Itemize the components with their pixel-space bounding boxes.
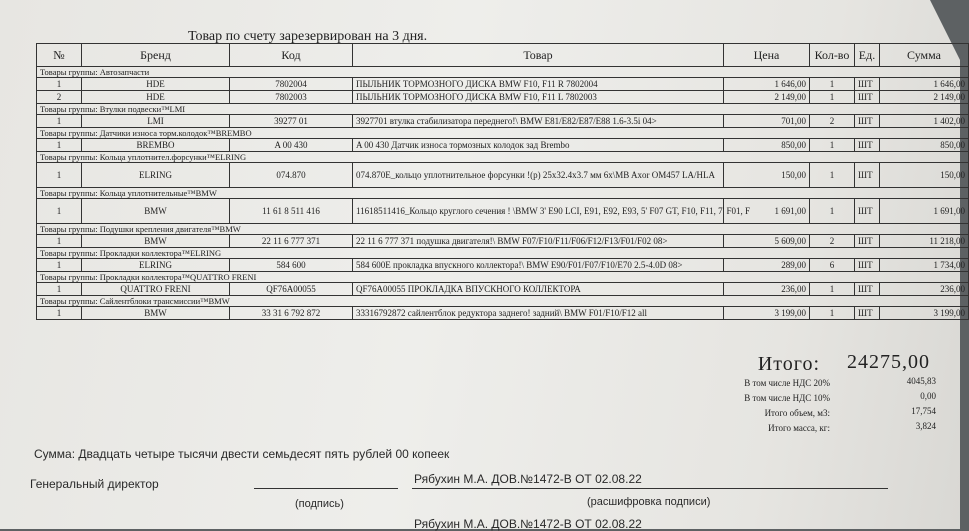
table-row xyxy=(37,307,969,320)
cell-brand: HDE xyxy=(82,78,230,91)
cell-num: 1 xyxy=(37,78,82,91)
signer-name-2: Рябухин М.А. ДОВ.№1472-В ОТ 02.08.22 xyxy=(414,517,642,531)
cell-num: 1 xyxy=(37,163,82,188)
cell-num: 1 xyxy=(37,259,82,272)
reservation-title: Товар по счету зарезервирован на 3 дня. xyxy=(188,29,428,44)
cell-code: 074.870 xyxy=(230,163,353,188)
cell-code: 39277 01 xyxy=(230,115,353,128)
volume-value: 17,754 xyxy=(911,406,936,416)
cell-product: 3927701 втулка стабилизатора переднего!\ BMW E81/E82/E87/E88 1.6-3.5i 04> xyxy=(353,115,724,128)
cell-qty: 1 xyxy=(810,78,855,91)
group-row xyxy=(37,248,969,259)
cell-code: 7802003 xyxy=(230,91,353,104)
cell-code: 11 61 8 511 416 xyxy=(230,199,353,224)
cell-num: 1 xyxy=(37,235,82,248)
cell-unit: ШТ xyxy=(855,235,880,248)
group-row xyxy=(37,296,969,307)
cell-num: 1 xyxy=(37,115,82,128)
group-row xyxy=(37,67,969,78)
cell-price: 2 149,00 xyxy=(724,91,810,104)
table-row xyxy=(37,259,969,272)
cell-unit: ШТ xyxy=(855,283,880,296)
cell-price: 5 609,00 xyxy=(724,235,810,248)
cell-unit: ШТ xyxy=(855,199,880,224)
cell-product: 584 600E прокладка впускного коллектора!\ BMW E90/F01/F07/F10/E70 2.5-4.0D 08> xyxy=(353,259,724,272)
cell-num: 1 xyxy=(37,307,82,320)
cell-price: 150,00 xyxy=(724,163,810,188)
cell-sum: 1 646,00 xyxy=(880,78,969,91)
cell-sum: 11 218,00 xyxy=(880,235,969,248)
group-label: Товары группы: Датчики износа торм.колодок™BREMBO xyxy=(37,128,969,139)
cell-price: 1 691,00 xyxy=(724,199,810,224)
table-row xyxy=(37,163,969,188)
cell-unit: ШТ xyxy=(855,139,880,152)
table-row xyxy=(37,283,969,296)
decode-line xyxy=(412,488,888,489)
group-row xyxy=(37,104,969,115)
col-unit: Ед. xyxy=(855,44,880,67)
cell-price: 236,00 xyxy=(724,283,810,296)
col-price: Цена xyxy=(724,44,810,67)
cell-code: 584 600 xyxy=(230,259,353,272)
cell-product: 22 11 6 777 371 подушка двигателя!\ BMW F07/F10/F11/F06/F12/F13/F01/F02 08> xyxy=(353,235,724,248)
cell-code: A 00 430 xyxy=(230,139,353,152)
signature-line xyxy=(254,488,398,489)
cell-sum: 236,00 xyxy=(880,283,969,296)
cell-qty: 2 xyxy=(810,235,855,248)
cell-brand: HDE xyxy=(82,91,230,104)
decode-caption: (расшифровка подписи) xyxy=(587,496,711,508)
group-row xyxy=(37,188,969,199)
volume-label: Итого объем, м3: xyxy=(764,408,830,418)
group-label: Товары группы: Автозапчасти xyxy=(37,67,969,78)
cell-unit: ШТ xyxy=(855,259,880,272)
mass-value: 3,824 xyxy=(915,421,936,431)
cell-price: 3 199,00 xyxy=(724,307,810,320)
group-row xyxy=(37,152,969,163)
cell-brand: BMW xyxy=(82,307,230,320)
cell-brand: QUATTRO FRENI xyxy=(82,283,230,296)
cell-qty: 1 xyxy=(810,163,855,188)
cell-product: A 00 430 Датчик износа тормозных колодок зад Brembo xyxy=(353,139,724,152)
table-row xyxy=(37,115,969,128)
table-row xyxy=(37,91,969,104)
cell-brand: ELRING xyxy=(82,259,230,272)
cell-num: 1 xyxy=(37,139,82,152)
cell-brand: BMW xyxy=(82,235,230,248)
col-sum: Сумма xyxy=(880,44,969,67)
col-code: Код xyxy=(230,44,353,67)
cell-product: 33316792872 сайлентблок редуктора заднего! задний\ BMW F01/F10/F12 all xyxy=(353,307,724,320)
cell-num: 1 xyxy=(37,199,82,224)
cell-brand: LMI xyxy=(82,115,230,128)
group-label: Товары группы: Сайлентблоки трансмиссии™BMW xyxy=(37,296,969,307)
group-label: Товары группы: Подушки крепления двигателя™BMW xyxy=(37,224,969,235)
cell-qty: 1 xyxy=(810,199,855,224)
cell-qty: 1 xyxy=(810,139,855,152)
cell-price: 1 646,00 xyxy=(724,78,810,91)
cell-num: 1 xyxy=(37,283,82,296)
cell-price: 701,00 xyxy=(724,115,810,128)
cell-price: 289,00 xyxy=(724,259,810,272)
signer-name: Рябухин М.А. ДОВ.№1472-В ОТ 02.08.22 xyxy=(414,472,642,486)
cell-sum: 1 734,00 xyxy=(880,259,969,272)
vat10-value: 0,00 xyxy=(920,391,936,401)
cell-unit: ШТ xyxy=(855,78,880,91)
cell-unit: ШТ xyxy=(855,163,880,188)
table-row xyxy=(37,235,969,248)
cell-sum: 2 149,00 xyxy=(880,91,969,104)
table-body xyxy=(37,67,969,320)
vat10-label: В том числе НДС 10% xyxy=(744,393,830,403)
cell-unit: ШТ xyxy=(855,115,880,128)
cell-sum: 1 402,00 xyxy=(880,115,969,128)
group-label: Товары группы: Прокладки коллектора™ELRING xyxy=(37,248,969,259)
director-label: Генеральный директор xyxy=(30,477,159,491)
cell-sum: 850,00 xyxy=(880,139,969,152)
vat20-label: В том числе НДС 20% xyxy=(744,378,830,388)
group-label: Товары группы: Втулки подвески™LMI xyxy=(37,104,969,115)
table-row xyxy=(37,139,969,152)
cell-code: 22 11 6 777 371 xyxy=(230,235,353,248)
mass-label: Итого масса, кг: xyxy=(768,423,830,433)
total-label: Итого: xyxy=(757,353,820,375)
table-header-row xyxy=(37,44,969,67)
cell-unit: ШТ xyxy=(855,307,880,320)
total-value: 24275,00 xyxy=(847,351,930,373)
cell-unit: ШТ xyxy=(855,91,880,104)
group-row xyxy=(37,128,969,139)
group-row xyxy=(37,272,969,283)
table-row xyxy=(37,199,969,224)
cell-product: 074.870E_кольцо уплотнительное форсунки !(р) 25x32.4x3.7 мм 6x\MB Axor OM457 LA/HLA xyxy=(353,163,724,188)
cell-code: QF76A00055 xyxy=(230,283,353,296)
cell-num: 2 xyxy=(37,91,82,104)
col-qty: Кол-во xyxy=(810,44,855,67)
group-label: Товары группы: Кольца уплотнител.форсунки™ELRING xyxy=(37,152,969,163)
cell-product: QF76A00055 ПРОКЛАДКА ВПУСКНОГО КОЛЛЕКТОРА xyxy=(353,283,724,296)
cell-sum: 150,00 xyxy=(880,163,969,188)
cell-brand: BMW xyxy=(82,199,230,224)
cell-code: 7802004 xyxy=(230,78,353,91)
cell-sum: 3 199,00 xyxy=(880,307,969,320)
col-brand: Бренд xyxy=(82,44,230,67)
invoice-table xyxy=(36,43,969,320)
vat20-value: 4045,83 xyxy=(906,376,936,386)
cell-price: 850,00 xyxy=(724,139,810,152)
cell-product: 11618511416_Кольцо круглого сечения ! \BMW 3' E90 LCI, E91, E92, E93, 5' F07 GT, F10, F11, 7' F01, F xyxy=(353,199,724,224)
cell-qty: 1 xyxy=(810,91,855,104)
signature-caption: (подпись) xyxy=(295,498,344,510)
col-product: Товар xyxy=(353,44,724,67)
sum-in-words: Сумма: Двадцать четыре тысячи двести семьдесят пять рублей 00 копеек xyxy=(34,447,450,461)
cell-sum: 1 691,00 xyxy=(880,199,969,224)
table-row xyxy=(37,78,969,91)
cell-product: ПЫЛЬНИК ТОРМОЗНОГО ДИСКА BMW F10, F11 L 7802003 xyxy=(353,91,724,104)
cell-qty: 1 xyxy=(810,307,855,320)
cell-qty: 2 xyxy=(810,115,855,128)
cell-code: 33 31 6 792 872 xyxy=(230,307,353,320)
group-label: Товары группы: Прокладки коллектора™QUATTRO FRENI xyxy=(37,272,969,283)
cell-qty: 1 xyxy=(810,283,855,296)
group-label: Товары группы: Кольца уплотнительные™BMW xyxy=(37,188,969,199)
cell-qty: 6 xyxy=(810,259,855,272)
cell-product: ПЫЛЬНИК ТОРМОЗНОГО ДИСКА BMW F10, F11 R 7802004 xyxy=(353,78,724,91)
cell-brand: BREMBO xyxy=(82,139,230,152)
cell-brand: ELRING xyxy=(82,163,230,188)
col-num: № xyxy=(37,44,82,67)
group-row xyxy=(37,224,969,235)
